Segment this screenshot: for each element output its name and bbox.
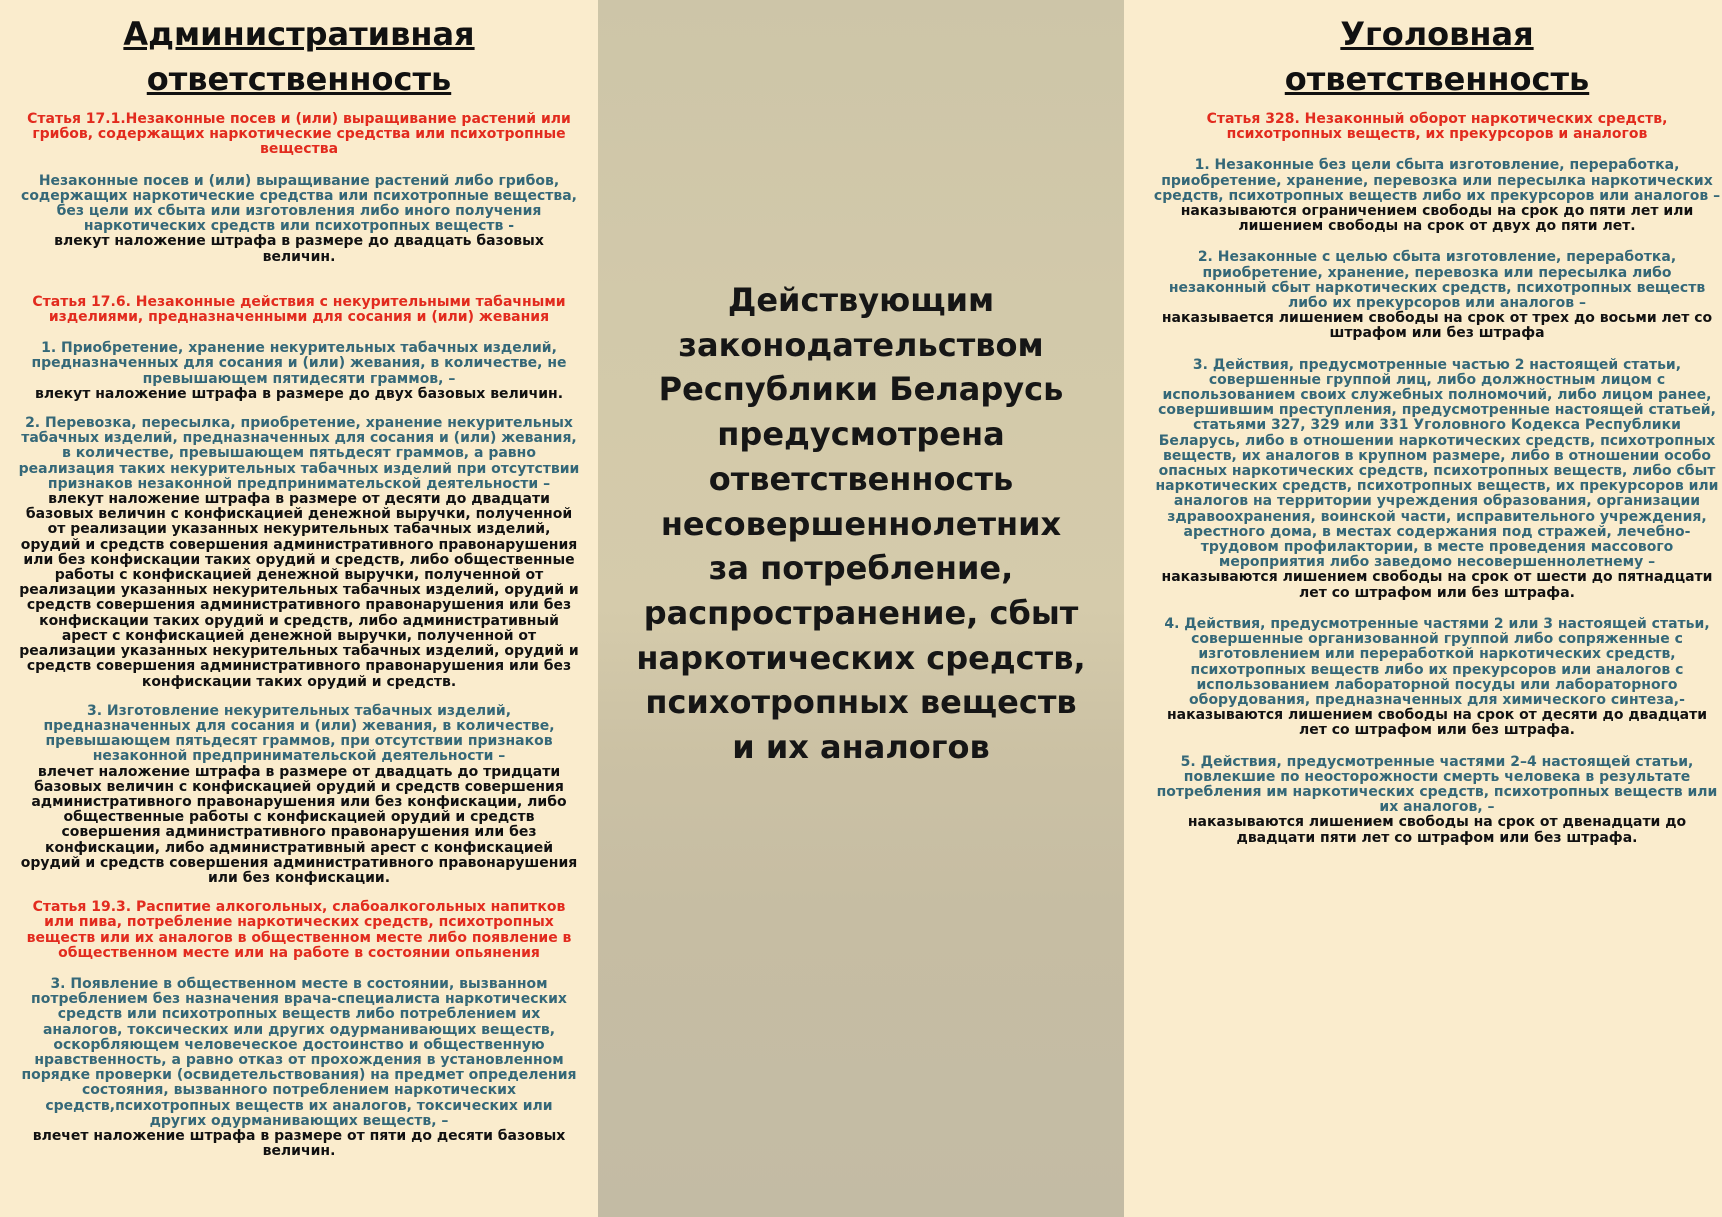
article-17-6-heading: Статья 17.6. Незаконные действия с некурительными табачными изделиями, предназначенными для сосания и (или) жевания	[32, 293, 566, 326]
center-line: Действующим	[727, 281, 995, 319]
center-line: и их аналогов	[732, 728, 990, 767]
article-328-part2-penalty: наказывается лишением свободы на срок от трех до восьми лет со штрафом или без штрафа	[1161, 310, 1713, 342]
center-statement	[618, 278, 1104, 770]
center-line: наркотических средств,	[636, 638, 1086, 677]
article-19-3-part3-penalty: влечет наложение штрафа в размере от пяти до десяти базовых величин.	[32, 1127, 566, 1160]
article-17-6-part2-text: 2. Перевозка, пересылка, приобретение, хранение некурительных табачных изделий, предназначенных для сосания и (или) жевания, в количестве, превышающем пятьдесят граммов, а равно реализация таких некурительных табачных изделий при отсутствии признаков незаконной предпринимательской деятельности –	[18, 415, 580, 492]
article-328-part5-text: 5. Действия, предусмотренные частями 2–4 настоящей статьи, повлекшие по неосторожности смерть человека в результате потребления им наркотических средств, психотропных веществ или их аналогов, –	[1156, 753, 1718, 816]
article-17-6-part1-text: 1. Приобретение, хранение некурительных табачных изделий, предназначенных для сосания и (или) жевания, в количестве, не превышающем пятидесяти граммов, –	[31, 340, 567, 387]
article-17-6-part3-text: 3. Изготовление некурительных табачных изделий, предназначенных для сосания и (или) жевания, в количестве, превышающем пятьдесят граммов, при отсутствии признаков незаконной предпринимательской деятельности –	[43, 702, 555, 765]
administrative-title-line2: ответственность	[146, 60, 452, 98]
article-328-part1-text: 1. Незаконные без цели сбыта изготовление, переработка, приобретение, хранение, перевозка или пересылка наркотических средств, психотропных веществ либо их прекурсоров или аналогов –	[1153, 157, 1721, 204]
article-328-part3-text: 3. Действия, предусмотренные частью 2 настоящей статьи, совершенные группой лиц, либо должностным лицом с использованием своих служебных полномочий, либо лицом ранее, совершившим преступления, предусмотренные настоящей статьей, статьями 327, 329 или 331 Уголовного Кодекса Республики Беларусь, либо в отношении наркотических средств, психотропных веществ, их аналогов в крупном размере, либо в отношении особо опасных наркотических средств, психотропных веществ, либо сбыт наркотических средств, психотропных веществ, их прекурсоров или аналогов на территории учреждения образования, организации здравоохранения, воинской части, исправительного учреждения, арестного дома, в местах содержания под стражей, лечебно-трудовом профилактории, в месте проведения массового мероприятия либо заведомо несовершеннолетнему –	[1155, 356, 1719, 571]
criminal-title	[1152, 12, 1722, 102]
article-17-1-text: Незаконные посев и (или) выращивание растений либо грибов, содержащих наркотические средства или психотропные вещества, без цели их сбыта или изготовления либо иного получения наркотических средств или психотропных веществ -	[21, 172, 577, 235]
center-line: распространение, сбыт	[643, 593, 1079, 632]
center-line: законодательством	[678, 325, 1044, 364]
criminal-column	[1124, 0, 1722, 1217]
center-line: предусмотрена	[717, 415, 1005, 454]
center-panel	[598, 0, 1124, 1217]
administrative-title	[18, 12, 580, 102]
center-line: психотропных веществ	[645, 683, 1077, 722]
article-328-part2-text: 2. Незаконные с целью сбыта изготовление, переработка, приобретение, хранение, перевозка или пересылка либо незаконный сбыт наркотических средств, психотропных веществ либо их прекурсоров или аналогов –	[1168, 249, 1706, 312]
article-17-1-heading: Статья 17.1.Незаконные посев и (или) выращивание растений или грибов, содержащих наркотические средства или психотропные вещества	[27, 111, 571, 158]
center-line: ответственность	[708, 459, 1014, 498]
article-17-1-penalty: влекут наложение штрафа в размере до двадцать базовых величин.	[54, 233, 544, 265]
article-17-6-part3-penalty: влечет наложение штрафа в размере от двадцать до тридцати базовых величин с конфискацией орудий и средств совершения административного правонарушения или без конфискации, либо общественные работы с конфискацией орудий и средств совершения административного правонарушения или без конфискации, либо административный арест с конфискацией орудий и средств совершения административного правонарушения или без конфискации.	[20, 763, 578, 886]
article-17-6-part2-penalty: влекут наложение штрафа в размере от десяти до двадцати базовых величин с конфискацией денежной выручки, полученной от реализации указанных некурительных табачных изделий, орудий и средств совершения административного правонарушения или без конфискации таких орудий и средств, либо общественные работы с конфискацией денежной выручки, полученной от реализации указанных некурительных табачных изделий, орудий и средств совершения административного правонарушения или без конфискации таких орудий и средств, либо административный арест с конфискацией денежной выручки, полученной от реализации указанных некурительных табачных изделий, орудий и средств совершения административного правонарушения или без конфискации таких орудий и средств.	[19, 491, 579, 690]
administrative-column	[0, 0, 598, 1217]
article-328-part4-text: 4. Действия, предусмотренные частями 2 или 3 настоящей статьи, совершенные организованной группой либо сопряженные с изготовлением или переработкой наркотических средств, психотропных веществ либо их прекурсоров или аналогов с использованием лабораторной посуды или лабораторного оборудования, предназначенных для химического синтеза,-	[1164, 615, 1710, 708]
criminal-title-line1: Уголовная	[1340, 15, 1534, 53]
article-19-3-heading: Статья 19.3. Распитие алкогольных, слабоалкогольных напитков или пива, потребление наркотических средств, психотропных веществ или их аналогов в общественном месте либо появление в общественном месте или на работе в состоянии опьянения	[26, 899, 572, 961]
article-328-part5-penalty: наказываются лишением свободы на срок от двенадцати до двадцати пяти лет со штрафом или без штрафа.	[1187, 814, 1687, 846]
criminal-title-line2: ответственность	[1284, 60, 1590, 98]
article-17-6-part1-penalty: влекут наложение штрафа в размере до двух базовых величин.	[34, 385, 564, 402]
article-328-heading: Статья 328. Незаконный оборот наркотических средств, психотропных веществ, их прекурсоров и аналогов	[1206, 111, 1668, 143]
article-19-3-part3-text: 3. Появление в общественном месте в состоянии, вызванном потреблением без назначения врача-специалиста наркотических средств или психотропных веществ либо потреблением их аналогов, токсических или других одурманивающих веществ, оскорбляющем человеческое достоинство и общественную нравственность, а равно отказ от прохождения в установленном порядке проверки (освидетельствования) на предмет определения состояния, вызванного потреблением наркотических средств,психотропных веществ их аналогов, токсических или других одурманивающих веществ, –	[21, 975, 577, 1129]
article-328-part3-penalty: наказываются лишением свободы на срок от шести до пятнадцати лет со штрафом или без штрафа.	[1161, 569, 1713, 601]
article-328-part4-penalty: наказываются лишением свободы на срок от десяти до двадцати лет со штрафом или без штрафа.	[1166, 707, 1708, 739]
article-328-part1-penalty: наказываются ограничением свободы на срок до пяти лет или лишением свободы на срок от двух до пяти лет.	[1180, 203, 1694, 235]
center-line: Республики Беларусь	[658, 370, 1064, 409]
center-line: несовершеннолетних	[660, 504, 1062, 543]
administrative-title-line1: Административная	[123, 15, 475, 53]
center-line: за потребление,	[708, 549, 1014, 588]
